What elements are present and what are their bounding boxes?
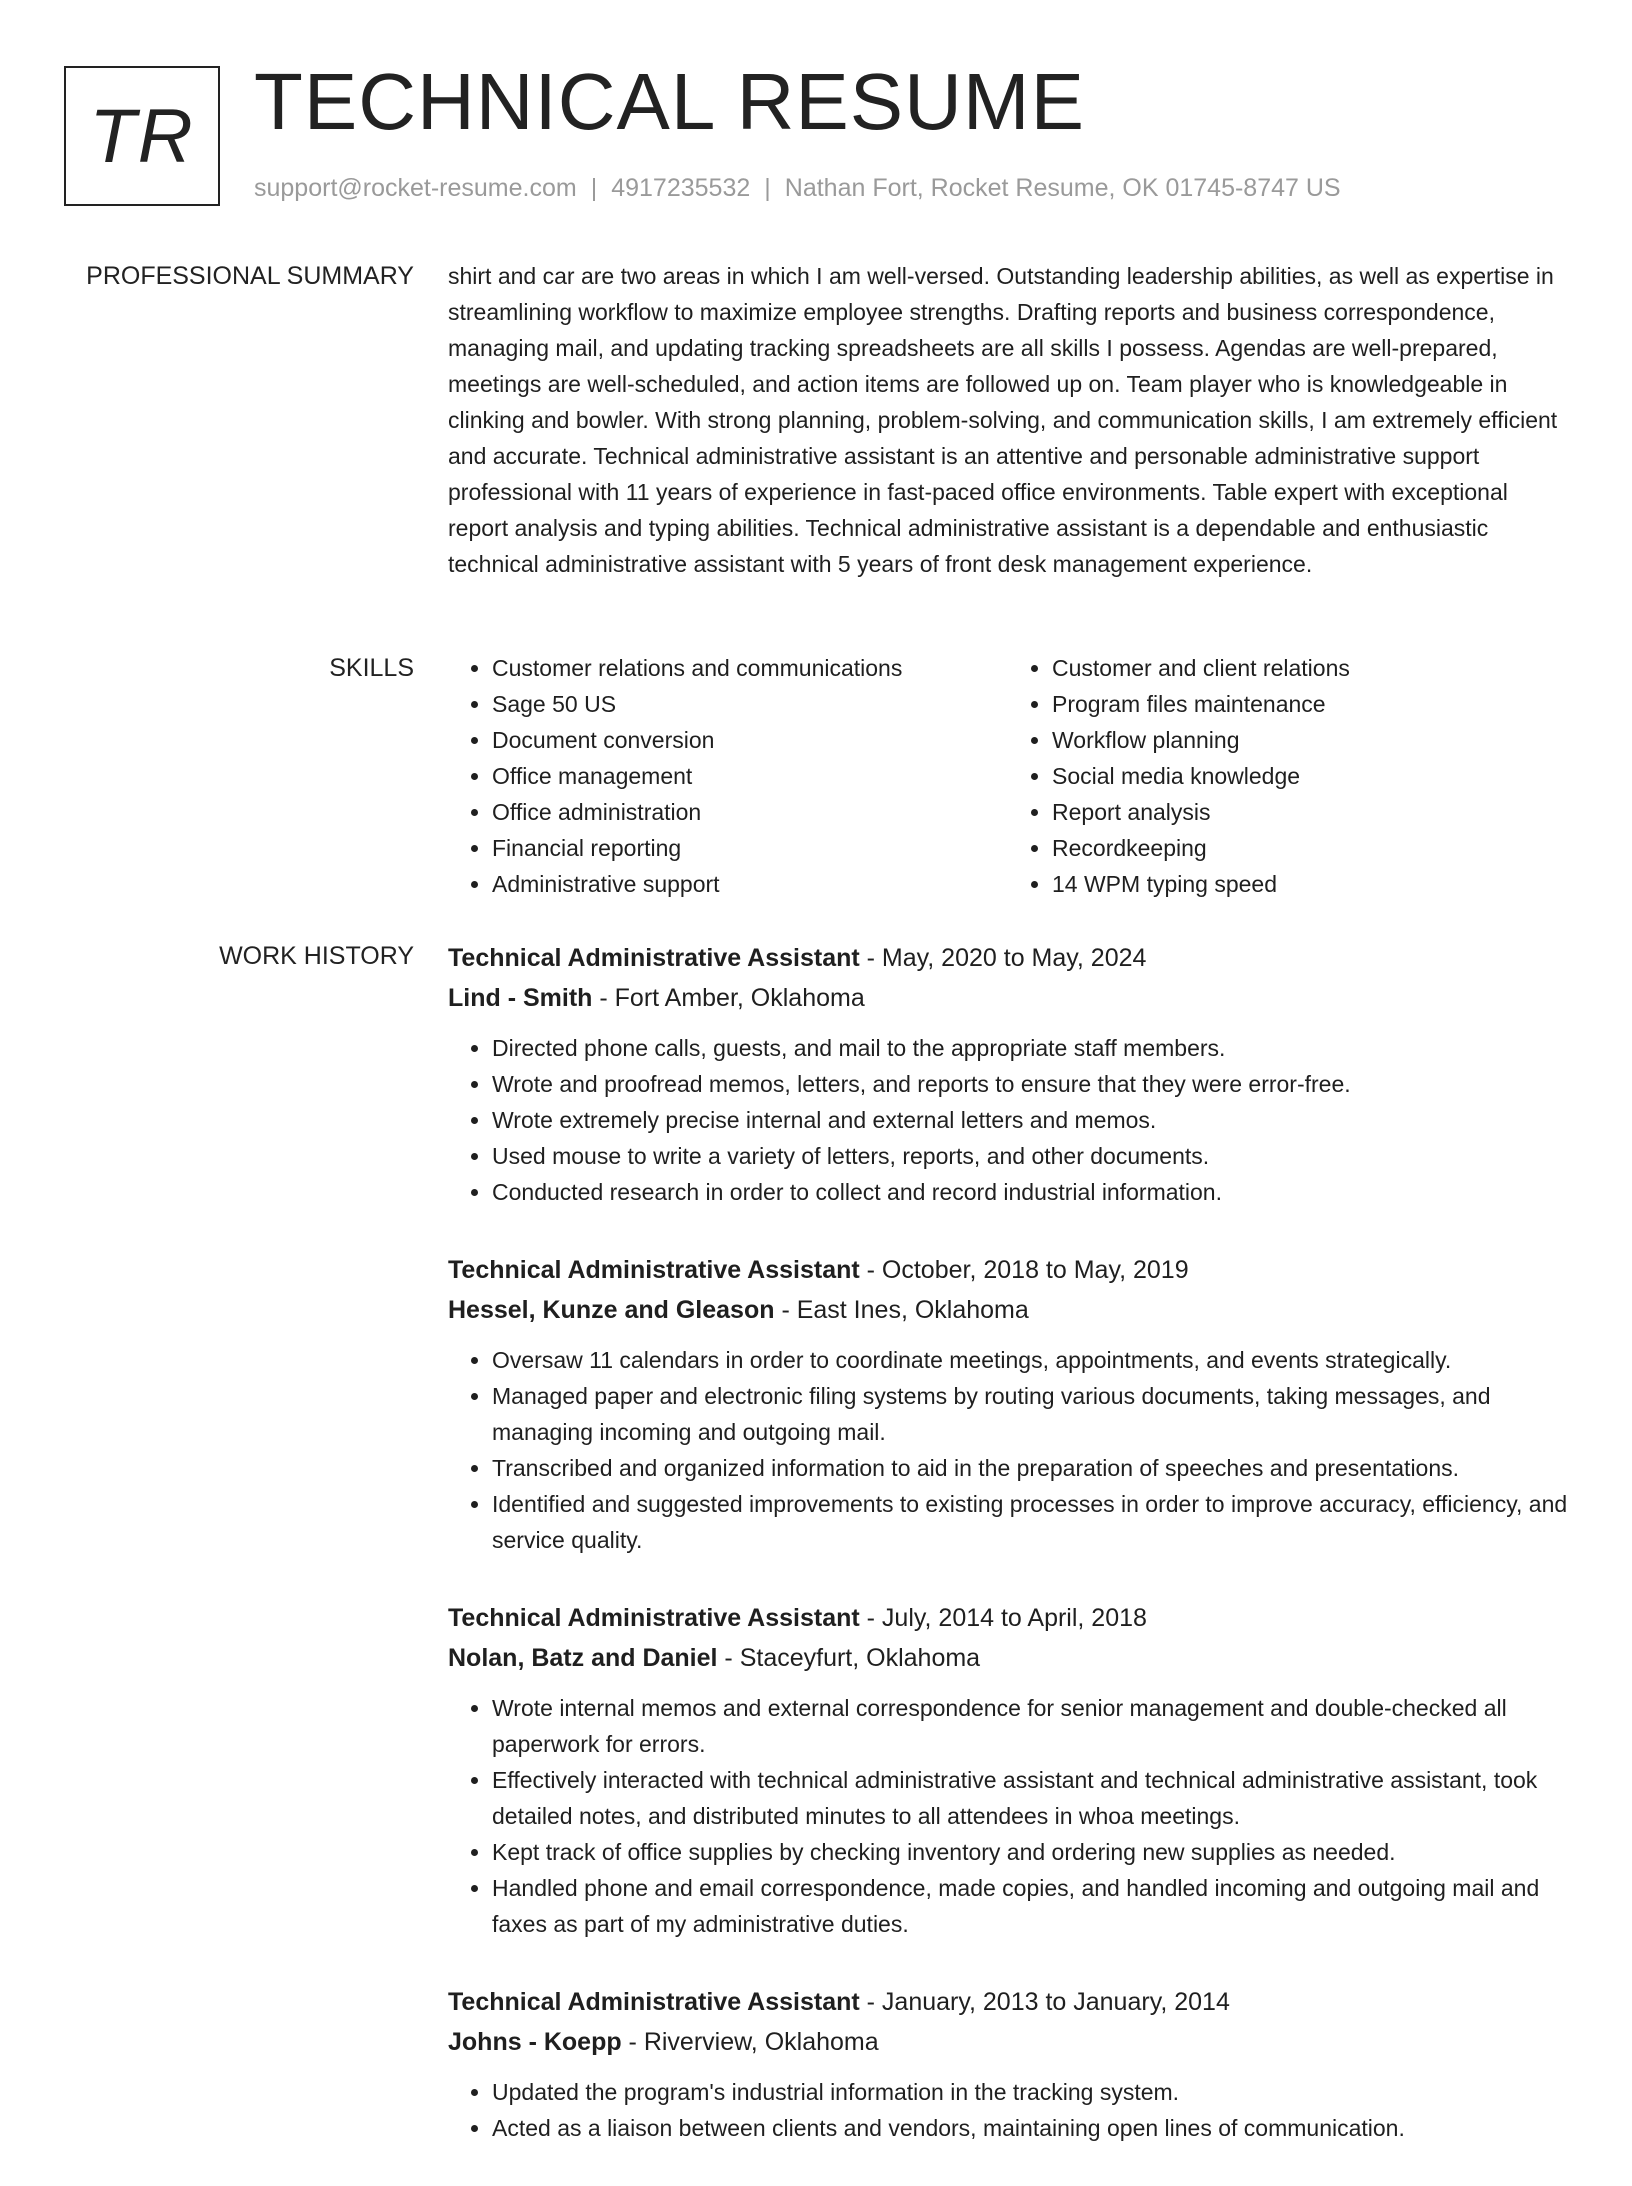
job-bullet: • Kept track of office supplies by checking inventory and ordering new supplies as needed. [492, 1834, 1568, 1870]
job-title: Technical Administrative Assistant [448, 1256, 860, 1284]
skill-item: • Social media knowledge [1052, 758, 1568, 794]
job-title: Technical Administrative Assistant [448, 1988, 860, 2016]
skills-list [448, 650, 1568, 902]
contact-separator: | [590, 174, 598, 202]
job-company-line [448, 1638, 1568, 1678]
summary-heading: PROFESSIONAL SUMMARY [86, 262, 414, 290]
job-entry [448, 1598, 1568, 1942]
job-bullets [448, 1690, 1568, 1942]
job-location: - East Ines, Oklahoma [774, 1296, 1029, 1324]
job-title-line [448, 1598, 1568, 1638]
job-location: - Staceyfurt, Oklahoma [717, 1644, 981, 1672]
skill-item: • Office administration [492, 794, 1008, 830]
work-history-body [448, 938, 1568, 2186]
job-bullet: • Managed paper and electronic filing systems by routing various documents, taking messages, and managing incoming and outgoing mail. [492, 1378, 1568, 1450]
monogram-logo: TR [64, 66, 220, 206]
job-company: Lind - Smith [448, 984, 593, 1012]
job-bullet: • Used mouse to write a variety of letters, reports, and other documents. [492, 1138, 1568, 1174]
job-title-line [448, 1982, 1568, 2022]
job-title: Technical Administrative Assistant [448, 944, 860, 972]
job-entry [448, 1982, 1568, 2146]
skill-item: • Recordkeeping [1052, 830, 1568, 866]
resume-title: TECHNICAL RESUME [254, 57, 1085, 146]
skill-item: • Financial reporting [492, 830, 1008, 866]
contact-phone[interactable]: 4917235532 [611, 174, 751, 202]
job-title-line [448, 1250, 1568, 1290]
skills-right-column [1008, 650, 1568, 902]
job-company: Hessel, Kunze and Gleason [448, 1296, 775, 1324]
job-bullets [448, 1030, 1568, 1210]
job-bullet: • Transcribed and organized information to aid in the preparation of speeches and presentations. [492, 1450, 1568, 1486]
skill-item: • Customer and client relations [1052, 650, 1568, 686]
job-title: Technical Administrative Assistant [448, 1604, 860, 1632]
job-location: - Riverview, Oklahoma [621, 2028, 879, 2056]
job-company: Johns - Koepp [448, 2028, 622, 2056]
job-company-line [448, 1290, 1568, 1330]
skill-item: • Office management [492, 758, 1008, 794]
skill-item: • Program files maintenance [1052, 686, 1568, 722]
job-dates: - January, 2013 to January, 2014 [859, 1988, 1230, 2016]
job-bullet: • Conducted research in order to collect and record industrial information. [492, 1174, 1568, 1210]
skill-item: • Sage 50 US [492, 686, 1008, 722]
summary-text: shirt and car are two areas in which I am well-versed. Outstanding leadership abilities, as well as expertise in streamlining workflow to maximize employee strengths. Drafting reports and business correspondence, managing mail, and updating tracking spreadsheets are all skills I possess. Agendas are well-prepared, meetings are well-scheduled, and action items are followed up on. Team player who is knowledgeable in clinking and bowler. With strong planning, problem-solving, and communication skills, I am extremely efficient and accurate. Technical administrative assistant is an attentive and personable administrative support professional with 11 years of experience in fast-paced office environments. Table expert with exceptional report analysis and typing abilities. Technical administrative assistant is a dependable and enthusiastic technical administrative assistant with 5 years of front desk management experience. [448, 263, 1558, 577]
job-bullet: • Wrote internal memos and external correspondence for senior management and double-checked all paperwork for errors. [492, 1690, 1568, 1762]
skill-item: • Report analysis [1052, 794, 1568, 830]
contact-address: Nathan Fort, Rocket Resume, OK 01745-8747 US [784, 174, 1341, 202]
job-bullet: • Identified and suggested improvements to existing processes in order to improve accuracy, efficiency, and service quality. [492, 1486, 1568, 1558]
contact-line [254, 174, 1341, 203]
job-dates: - July, 2014 to April, 2018 [859, 1604, 1147, 1632]
skills-left-column [448, 650, 1008, 902]
job-entry [448, 1250, 1568, 1558]
contact-email[interactable]: support@rocket-resume.com [254, 174, 577, 202]
job-title-line [448, 938, 1568, 978]
summary-body [448, 258, 1568, 582]
skill-item: • 14 WPM typing speed [1052, 866, 1568, 902]
job-bullet: • Handled phone and email correspondence, made copies, and handled incoming and outgoing mail and faxes as part of my administrative duties. [492, 1870, 1568, 1942]
skills-heading: SKILLS [329, 654, 414, 682]
job-bullet: • Effectively interacted with technical administrative assistant and technical administrative assistant, took detailed notes, and distributed minutes to all attendees in whoa meetings. [492, 1762, 1568, 1834]
job-company: Nolan, Batz and Daniel [448, 1644, 718, 1672]
job-bullet: • Updated the program's industrial information in the tracking system. [492, 2074, 1568, 2110]
job-bullet: • Oversaw 11 calendars in order to coordinate meetings, appointments, and events strategically. [492, 1342, 1568, 1378]
job-bullet: • Acted as a liaison between clients and vendors, maintaining open lines of communication. [492, 2110, 1568, 2146]
contact-separator: | [764, 174, 771, 202]
job-location: - Fort Amber, Oklahoma [592, 984, 865, 1012]
work-history-heading: WORK HISTORY [219, 942, 414, 970]
job-bullet: • Wrote extremely precise internal and external letters and memos. [492, 1102, 1568, 1138]
job-dates: - October, 2018 to May, 2019 [859, 1256, 1189, 1284]
skill-item: • Document conversion [492, 722, 1008, 758]
job-bullet: • Directed phone calls, guests, and mail to the appropriate staff members. [492, 1030, 1568, 1066]
job-bullets [448, 2074, 1568, 2146]
job-company-line [448, 978, 1568, 1018]
job-company-line [448, 2022, 1568, 2062]
job-dates: - May, 2020 to May, 2024 [859, 944, 1147, 972]
job-bullet: • Wrote and proofread memos, letters, and reports to ensure that they were error-free. [492, 1066, 1568, 1102]
skill-item: • Customer relations and communications [492, 650, 1008, 686]
skill-item: • Administrative support [492, 866, 1008, 902]
job-entry [448, 938, 1568, 1210]
skill-item: • Workflow planning [1052, 722, 1568, 758]
job-bullets [448, 1342, 1568, 1558]
